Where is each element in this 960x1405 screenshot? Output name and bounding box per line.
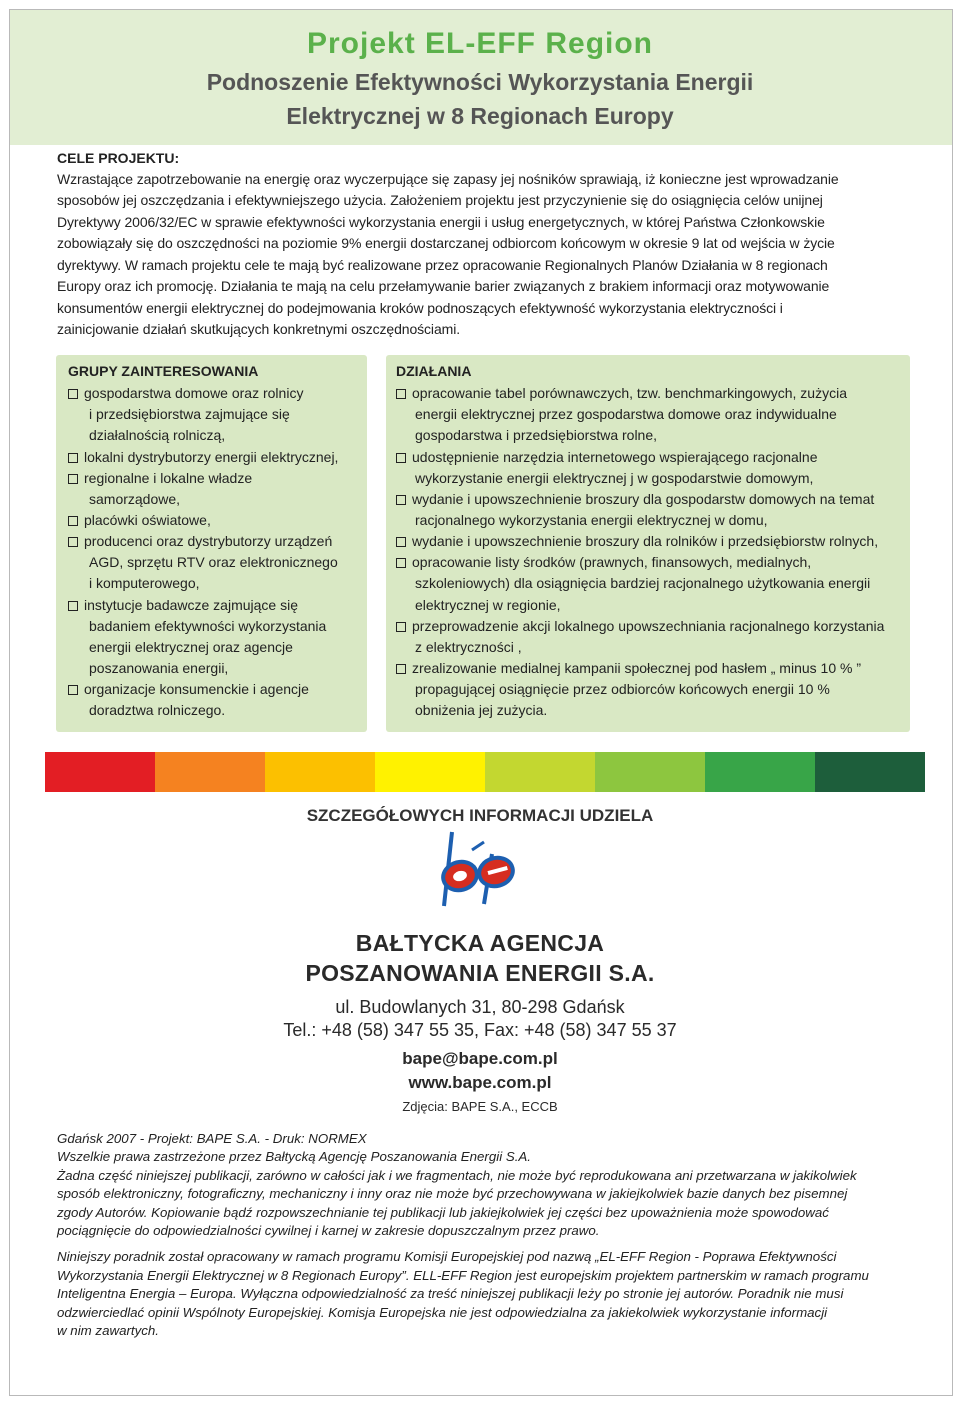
goals-line: konsumentów energii elektrycznej do podejmowania kroków podnoszących efektywność wykorzystania elektryczności i [57, 300, 783, 316]
checkbox-icon [68, 389, 78, 399]
checkbox-icon [396, 453, 406, 463]
list-item-cont: obniżenia jej zużycia. [415, 702, 548, 718]
checkbox-icon [396, 389, 406, 399]
list-item: wydanie i upowszechnienie broszury dla rolników i przedsiębiorstw rolnych, [396, 533, 878, 549]
list-item-cont: i komputerowego, [89, 575, 200, 591]
checkbox-icon [396, 664, 406, 674]
list-item: placówki oświatowe, [68, 512, 211, 528]
checkbox-icon [396, 495, 406, 505]
footer-line: Wszelkie prawa zastrzeżone przez Bałtycką Agencję Poszanowania Energii S.A. [57, 1149, 531, 1164]
list-item-cont: badaniem efektywności wykorzystania [89, 618, 327, 634]
checkbox-icon [68, 516, 78, 526]
checkbox-icon [68, 474, 78, 484]
color-segment [265, 752, 375, 792]
list-item-cont: doradztwa rolniczego. [89, 702, 226, 718]
list-item: zrealizowanie medialnej kampanii społecznej pod hasłem „ minus 10 % ” [396, 660, 861, 676]
list-item: opracowanie tabel porównawczych, tzw. benchmarkingowych, zużycia [396, 385, 847, 401]
color-segment [815, 752, 925, 792]
footer-line: w nim zawartych. [57, 1323, 159, 1338]
list-item: organizacje konsumenckie i agencje [68, 681, 309, 697]
list-item-cont: działalnością rolniczą, [89, 427, 226, 443]
bape-logo [430, 828, 530, 908]
list-item: opracowanie listy środków (prawnych, finansowych, medialnych, [396, 554, 811, 570]
page-subtitle-line1: Podnoszenie Efektywności Wykorzystania Energii [206, 69, 754, 95]
footer-line: pociągnięcie do odpowiedzialności cywilnej i karnej w zakresie dopuszczalnym przez prawo. [57, 1223, 600, 1238]
groups-box [56, 355, 367, 732]
goals-line: Europy oraz ich promocję. Działania te mają na celu przełamywanie barier związanych z brakiem informacji oraz motywowanie [57, 278, 830, 294]
goals-heading: CELE PROJEKTU: [57, 150, 180, 166]
goals-line: sposobów jej oszczędzania i efektywniejszego użycia. Założeniem projektu jest przyczynienie się do osiągnięcia celów unijnej [57, 192, 823, 208]
goals-line: Wzrastające zapotrzebowanie na energię oraz wyczerpujące się zapasy jej nośników sprawiają, iż konieczne jest wprowadzanie [57, 171, 839, 187]
footer-line: odzwierciedlać opinii Wspólnoty Europejskiej. Komisja Europejska nie jest odpowiedzialna za jakiekolwiek wykorzystanie informacji [57, 1305, 828, 1320]
footer-line: Gdańsk 2007 - Projekt: BAPE S.A. - Druk: NORMEX [57, 1131, 367, 1146]
list-item-cont: z elektryczności , [415, 639, 522, 655]
goals-line: Dyrektywy 2006/32/EC w sprawie efektywności wykorzystania energii i usług energetycznych, w której Państwa Członkowskie [57, 214, 825, 230]
list-item: przeprowadzenie akcji lokalnego upowszechniania racjonalnego korzystania [396, 618, 884, 634]
list-item-cont: wykorzystanie energii elektrycznej j w gospodarstwie domowym, [415, 470, 814, 486]
list-item-cont: racjonalnego wykorzystania energii elektrycznej w domu, [415, 512, 768, 528]
color-segment [45, 752, 155, 792]
list-item-cont: i przedsiębiorstwa zajmujące się [89, 406, 290, 422]
list-item-cont: energii elektrycznej oraz agencje [89, 639, 293, 655]
checkbox-icon [396, 622, 406, 632]
photo-credits: Zdjęcia: BAPE S.A., ECCB [402, 1099, 558, 1114]
footer-line: Inteligentna Energia – Europa. Wyłączna odpowiedzialność za treść niniejszej publikacji leży po stronie jej autorów. Poradnik nie musi [57, 1286, 844, 1301]
goals-line: zobowiązały się do oszczędności na poziomie 9% energii dostarczanej odbiorcom końcowym w okresie 9 lat od wejścia w życie [57, 235, 835, 251]
org-phone: Tel.: +48 (58) 347 55 35, Fax: +48 (58) 347 55 37 [283, 1020, 677, 1040]
checkbox-icon [396, 558, 406, 568]
list-item: udostępnienie narzędzia internetowego wspierającego racjonalne [396, 449, 818, 465]
page-title: Projekt EL-EFF Region [306, 27, 654, 60]
list-item-cont: elektrycznej w regionie, [415, 597, 561, 613]
list-item: wydanie i upowszechnienie broszury dla gospodarstw domowych na temat [396, 491, 874, 507]
list-item: gospodarstwa domowe oraz rolnicy [68, 385, 303, 401]
org-name-line2: POSZANOWANIA ENERGII S.A. [305, 960, 655, 986]
color-segment [155, 752, 265, 792]
list-item: lokalni dystrybutorzy energii elektrycznej, [68, 449, 338, 465]
list-item-cont: gospodarstwa i przedsiębiorstwa rolne, [415, 427, 658, 443]
org-email: bape@bape.com.pl [402, 1049, 558, 1068]
list-item-cont: propagującej osiągnięcie przez odbiorców końcowych energii 10 % [415, 681, 830, 697]
actions-box [386, 355, 910, 732]
list-item-cont: energii elektrycznej przez gospodarstwa domowe oraz indywidualne [415, 406, 837, 422]
page-subtitle-line2: Elektrycznej w 8 Regionach Europy [286, 103, 674, 129]
actions-heading: DZIAŁANIA [396, 363, 472, 379]
checkbox-icon [68, 601, 78, 611]
color-segment [595, 752, 705, 792]
info-heading: SZCZEGÓŁOWYCH INFORMACJI UDZIELA [306, 806, 654, 825]
footer-line: Wykorzystania Energii Elektrycznej w 8 Regionach Europy”. ELL-EFF Region jest europejskim projektem partnerskim w ramach programu [57, 1268, 869, 1283]
list-item-cont: samorządowe, [89, 491, 181, 507]
list-item-cont: AGD, sprzętu RTV oraz elektronicznego [89, 554, 338, 570]
footer-line: Żadna część niniejszej publikacji, zarówno w całości jak i we fragmentach, nie może być reprodukowana ani przetwarzana w jakikolwiek [57, 1168, 857, 1183]
footer-line: sposób elektroniczny, fotograficzny, mechaniczny i inny oraz nie może być przechowywana w jakiejkolwiek bazie danych bez pisemnej [57, 1186, 848, 1201]
checkbox-icon [68, 453, 78, 463]
list-item: regionalne i lokalne władze [68, 470, 252, 486]
footer-line: zgody Autorów. Kopiowanie bądź rozpowszechnianie tej publikacji lub jakiejkolwiek jej części bez upoważnienia może spowodować [57, 1205, 829, 1220]
color-segment [705, 752, 815, 792]
org-address: ul. Budowlanych 31, 80-298 Gdańsk [335, 997, 625, 1017]
list-item: producenci oraz dystrybutorzy urządzeń [68, 533, 332, 549]
checkbox-icon [396, 537, 406, 547]
groups-heading: GRUPY ZAINTERESOWANIA [68, 363, 259, 379]
color-segment [375, 752, 485, 792]
org-name-line1: BAŁTYCKA AGENCJA [355, 930, 605, 956]
list-item-cont: szkoleniowych) dla osiągnięcia bardziej racjonalnego użytkowania energii [415, 575, 871, 591]
org-website: www.bape.com.pl [408, 1073, 552, 1092]
color-segment [485, 752, 595, 792]
footer-line: Niniejszy poradnik został opracowany w ramach programu Komisji Europejskiej pod nazwą „EL-EFF Region - Poprawa Efektywności [57, 1249, 837, 1264]
list-item-cont: poszanowania energii, [89, 660, 229, 676]
checkbox-icon [68, 537, 78, 547]
list-item: instytucje badawcze zajmujące się [68, 597, 298, 613]
goals-line: zainicjowanie działań skutkujących konkretnymi oszczędnościami. [57, 321, 460, 337]
goals-line: dyrektywy. W ramach projektu cele te mają być realizowane przez opracowanie Regionalnych Planów Działania w 8 regionach [57, 257, 828, 273]
checkbox-icon [68, 685, 78, 695]
